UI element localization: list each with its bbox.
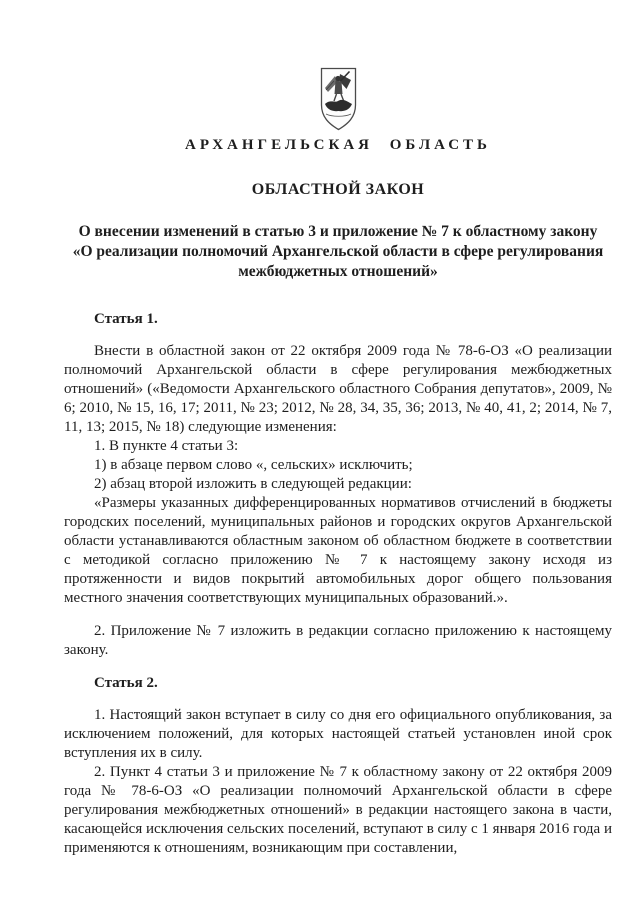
emblem-container <box>64 67 612 131</box>
law-title-line-3: межбюджетных отношений» <box>238 263 438 280</box>
article-1-paragraph-point-2: 2. Приложение № 7 изложить в редакции согласно приложению к настоящему закону. <box>64 623 612 658</box>
law-title-line-2: «О реализации полномочий Архангельской области в сфере регулирования <box>72 243 604 260</box>
article-1-paragraph-subpoint-1: 1) в абзаце первом слово «, сельских» исключить; <box>94 457 413 473</box>
article-1-paragraph-intro: Внести в областной закон от 22 октября 2009 года № 78-6-ОЗ «О реализации полномочий Архангельской области в сфере регулирования межбюджетных отношений» («Ведомости Архангельского областного Собрания депутатов», 2009, № 6; 2010, № 15, 16, 17; 2011, № 23; 2012, № 28, 34, 35, 36; 2013, № 40, 41, 2; 2014, № 7, 11, 13; 2015, № 18) следующие изменения: <box>64 343 612 435</box>
article-2-paragraph-point-2: 2. Пункт 4 статьи 3 и приложение № 7 к областному закону от 22 октября 2009 года № 78-6-ОЗ «О реализации полномочий Архангельской области в сфере регулирования межбюджетных отношений» в редакции настоящего закона в части, касающейся исключения сельских поселений, вступают в силу с 1 января 2016 года и применяются к отношениям, возникающим при составлении, <box>64 764 612 856</box>
law-title <box>64 222 612 282</box>
document-type-heading: ОБЛАСТНОЙ ЗАКОН <box>251 181 425 198</box>
article-1-paragraph-quote: «Размеры указанных дифференцированных нормативов отчислений в бюджеты городских поселений, муниципальных районов и городских округов Архангельской области устанавливаются областным законом об областном бюджете в соответствии с методикой согласно приложению № 7 к настоящему закону исходя из протяженности и видов покрытий автомобильных дорог общего пользования местного значения соответствующих муниципальных образований.». <box>64 495 612 606</box>
article-2-paragraph-point-1: 1. Настоящий закон вступает в силу со дня его официального опубликования, за исключением положений, для которых настоящей статьей установлен иной срок вступления их в силу. <box>64 707 612 761</box>
article-1-paragraph-point-1: 1. В пункте 4 статьи 3: <box>94 438 239 454</box>
article-1-paragraph-subpoint-2: 2) абзац второй изложить в следующей редакции: <box>94 476 412 492</box>
article-1-heading: Статья 1. <box>94 311 158 327</box>
coat-of-arms-icon <box>320 67 357 131</box>
region-name: АРХАНГЕЛЬСКАЯ ОБЛАСТЬ <box>185 137 491 153</box>
article-2-heading: Статья 2. <box>94 675 158 691</box>
law-title-line-1: О внесении изменений в статью 3 и приложение № 7 к областному закону <box>78 223 598 240</box>
